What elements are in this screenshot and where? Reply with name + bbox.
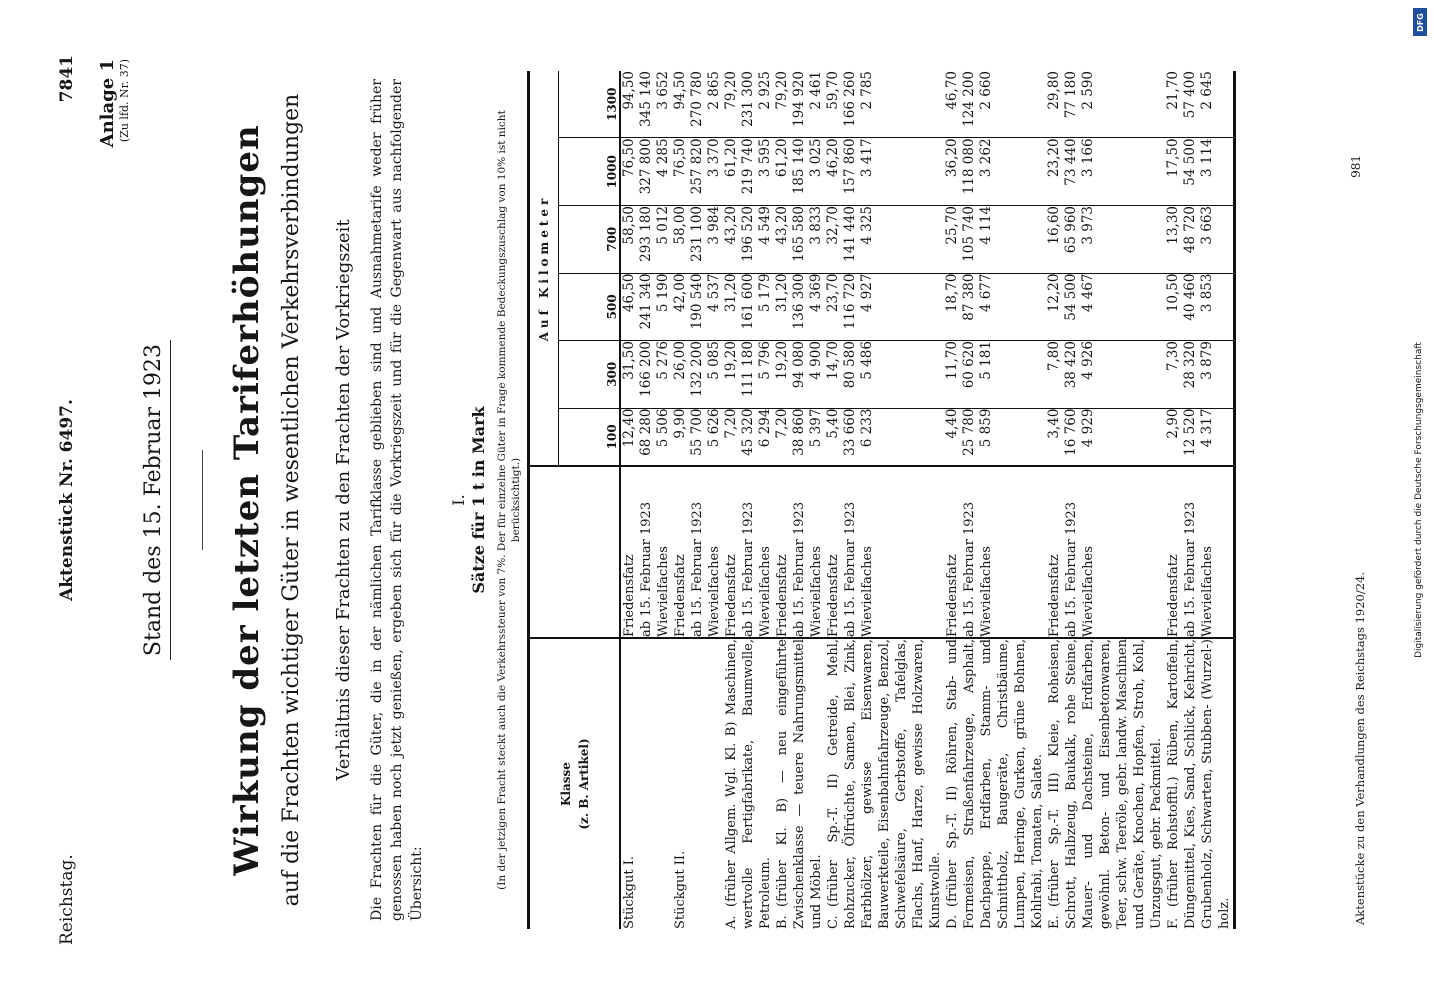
rate-kind-cell	[825, 466, 944, 638]
value: 241 340	[638, 273, 654, 330]
date-heading	[141, 35, 166, 965]
value-cell	[1165, 205, 1235, 273]
class-label: (früher Allgem. Wgl. Kl. B) Maschinen, wertvolle Fertigfabrikate, Baumwolle, Petroleum.	[724, 639, 773, 929]
value: 4 369	[808, 273, 824, 313]
class-header	[529, 638, 621, 929]
distance-header: 500	[559, 273, 621, 341]
value: 23,20	[1046, 138, 1062, 178]
rate-kind-cell	[620, 466, 672, 638]
rate-kind-label: ab 15. Februar 1923	[639, 501, 654, 637]
value: 4 285	[655, 138, 671, 178]
value-cell	[944, 273, 1046, 341]
class-cell	[944, 638, 1046, 929]
value: 161 600	[740, 273, 756, 330]
value: 3 262	[978, 138, 994, 178]
value: 5,40	[825, 408, 841, 439]
rate-kind-label: ab 15. Februar 1923	[1183, 501, 1198, 637]
rate-kind-label: Wievielfaches	[707, 546, 722, 637]
distance-header: 1300	[559, 71, 621, 138]
value: 33 660	[842, 408, 858, 456]
value-cell	[723, 205, 774, 273]
table-row	[672, 71, 723, 929]
class-letter: B.	[775, 915, 790, 929]
rate-kind-cell	[774, 466, 825, 638]
value: 3 025	[808, 138, 824, 178]
value: 5 486	[859, 341, 875, 380]
rate-kind-label: Wievielfaches	[979, 546, 994, 637]
class-letter: E.	[1047, 915, 1062, 929]
header-left: Reichstag.	[57, 854, 77, 945]
value: 43,20	[774, 205, 790, 245]
section-heading: Verhältnis dieser Frachten zu den Frachten der Vorkriegszeit	[333, 219, 354, 781]
value: 2 865	[706, 71, 722, 110]
value: 166 200	[638, 341, 654, 397]
value-cell	[672, 408, 723, 466]
value: 2 645	[1199, 71, 1215, 110]
value: 3 879	[1199, 341, 1215, 380]
value: 31,20	[723, 273, 739, 313]
class-cell	[620, 638, 672, 929]
table-row	[1046, 71, 1165, 929]
value: 29,80	[1046, 71, 1062, 110]
value: 231 300	[740, 71, 756, 127]
value-cell	[944, 138, 1046, 206]
value: 4 926	[1080, 341, 1096, 380]
value: 2 461	[808, 71, 824, 110]
value: 3 417	[859, 138, 875, 178]
class-label: (früher Sp.-T. III) Kleie, Roheisen, Schrott, Halbzeug, Baukalk, rohe Steine, Mauer- und Dachsteine, Erdfarben, gewöhnl. Beton- und Eisenbetonwaren, Teer, schw. Teeröle, gebr. landw. Maschinen und Geräte, Knochen, Hopfen, Stroh, Kohl, Unzugsgut, gebr. Packmittel.	[1047, 639, 1164, 929]
value: 4 325	[859, 205, 875, 245]
value-cell	[1165, 138, 1235, 206]
rate-kind-label: Wievielfaches	[809, 546, 824, 637]
value: 54 500	[1063, 273, 1079, 321]
value-cell	[1165, 273, 1235, 341]
rate-kind-label: Friedensfatz	[945, 554, 960, 637]
rate-kind-label: ab 15. Februar 1923	[792, 501, 807, 637]
annex-label	[97, 59, 131, 147]
rate-kind-cell	[723, 466, 774, 638]
table-row	[774, 71, 825, 929]
rate-kind-label: ab 15. Februar 1923	[690, 501, 705, 637]
value: 31,50	[621, 341, 637, 380]
section-number: I.	[449, 494, 468, 506]
rate-kind-label: Friedensfatz	[826, 554, 841, 637]
value: 2,90	[1165, 408, 1181, 439]
value: 94,50	[621, 71, 637, 110]
value: 3 833	[808, 205, 824, 245]
value: 3 595	[757, 138, 773, 178]
value: 141 440	[842, 205, 858, 262]
value: 3 166	[1080, 138, 1096, 178]
annex-title: Anlage 1	[97, 59, 118, 148]
value: 5 190	[655, 273, 671, 313]
rates-heading: Sätze für 1 t in Mark	[469, 406, 488, 594]
value-cell	[1165, 71, 1235, 138]
class-header-example: (z. B. Artikel)	[576, 738, 591, 830]
value-cell	[672, 273, 723, 341]
value: 4 114	[978, 205, 994, 245]
value: 7,20	[723, 408, 739, 439]
value-cell	[620, 138, 672, 206]
value: 73 440	[1063, 138, 1079, 186]
value: 11,70	[944, 341, 960, 380]
value-cell	[620, 408, 672, 466]
value: 9,90	[672, 408, 688, 439]
value: 196 520	[740, 205, 756, 262]
value-cell	[620, 273, 672, 341]
value: 48 720	[1182, 205, 1198, 254]
value: 5 506	[655, 408, 671, 448]
value-cell	[825, 408, 944, 466]
rate-kind-cell	[1046, 466, 1165, 638]
class-cell	[1046, 638, 1165, 929]
distance-header: 300	[559, 341, 621, 409]
value-cell	[723, 273, 774, 341]
table-row	[1165, 71, 1235, 929]
dfg-logo-icon	[1413, 8, 1427, 36]
value: 36,20	[944, 138, 960, 178]
value: 19,20	[723, 341, 739, 380]
value: 12,40	[621, 408, 637, 448]
rate-kind-cell	[672, 466, 723, 638]
value-cell	[1046, 341, 1165, 409]
value: 17,50	[1165, 138, 1181, 178]
value: 4 677	[978, 273, 994, 313]
value: 7,20	[774, 408, 790, 439]
value-cell	[944, 71, 1046, 138]
value: 31,20	[774, 273, 790, 313]
value-cell	[723, 138, 774, 206]
value: 38 860	[791, 408, 807, 456]
value: 14,70	[825, 341, 841, 380]
rate-kind-label: Wievielfaches	[758, 546, 773, 637]
value: 2 785	[859, 71, 875, 110]
value: 87 380	[961, 273, 977, 321]
annex-ref: (Zu lfd. Nr. 37)	[118, 59, 131, 143]
value-cell	[723, 71, 774, 138]
class-cell	[1165, 638, 1235, 929]
value: 5 085	[706, 341, 722, 380]
value: 7,30	[1165, 341, 1181, 372]
value: 270 780	[689, 71, 705, 127]
value: 80 580	[842, 341, 858, 389]
value: 4 549	[757, 205, 773, 245]
class-letter: A.	[724, 915, 739, 929]
value-cell	[672, 138, 723, 206]
running-header	[57, 55, 83, 945]
value-cell	[774, 138, 825, 206]
value: 61,20	[723, 138, 739, 178]
value: 7,80	[1046, 341, 1062, 372]
rate-kind-cell	[1165, 466, 1235, 638]
value: 46,50	[621, 273, 637, 313]
value: 10,50	[1165, 273, 1181, 313]
value-cell	[825, 205, 944, 273]
divider	[202, 450, 203, 550]
value: 42,00	[672, 273, 688, 313]
document-subtitle: auf die Frachten wichtiger Güter in wesentlichen Verkehrsverbindungen	[279, 93, 304, 907]
value: 293 180	[638, 205, 654, 262]
value: 327 800	[638, 138, 654, 195]
value: 3 663	[1199, 205, 1215, 245]
value-cell	[1046, 408, 1165, 466]
rate-kind-label: Friedensfatz	[724, 554, 739, 637]
class-label: Stückgut I.	[622, 856, 637, 929]
value: 190 540	[689, 273, 705, 330]
class-cell	[825, 638, 944, 929]
value: 5 179	[757, 273, 773, 313]
value: 79,20	[723, 71, 739, 110]
value: 105 740	[961, 205, 977, 262]
value: 21,70	[1165, 71, 1181, 110]
value-cell	[1046, 138, 1165, 206]
rate-kind-label: ab 15. Februar 1923	[741, 501, 756, 637]
rate-kind-label: ab 15. Februar 1923	[843, 501, 858, 637]
value: 79,20	[774, 71, 790, 110]
header-page-number: 7841	[57, 55, 77, 103]
rate-kind-label: Wievielfaches	[656, 546, 671, 637]
value: 40 460	[1182, 273, 1198, 321]
value: 45 320	[740, 408, 756, 456]
value: 4 929	[1080, 408, 1096, 448]
value: 60 620	[961, 341, 977, 389]
value: 345 140	[638, 71, 654, 127]
value: 6 294	[757, 408, 773, 448]
value: 5 859	[978, 408, 994, 448]
rate-kind-label: Friedensfatz	[622, 554, 637, 637]
value: 3 853	[1199, 273, 1215, 313]
page-number: 981	[1349, 155, 1363, 178]
value: 12 520	[1182, 408, 1198, 456]
value: 231 100	[689, 205, 705, 262]
value: 65 960	[1063, 205, 1079, 254]
value: 4 317	[1199, 408, 1215, 448]
value: 5 796	[757, 341, 773, 380]
value: 3 984	[706, 205, 722, 245]
value: 5 397	[808, 408, 824, 448]
intro-paragraph: Die Frachten für die Güter, die in der nämlichen Tarifklasse geblieben sind und Ausnahmetarife weder früher genossen haben noch jetzt genießen, ergeben sich für die Vorkriegszeit und für die Gegenwart aus nachfolgender Übersicht:	[369, 79, 425, 921]
value: 57 400	[1182, 71, 1198, 119]
class-label: (früher Rohstofftl.) Rüben, Kartoffeln, Düngemittel, Kies, Sand, Schlick, Kehricht, Grubenholz, Schwarten, Stubben- (Wurzel-) holz.	[1166, 639, 1232, 929]
value: 3,40	[1046, 408, 1062, 439]
rate-kind-cell	[944, 466, 1046, 638]
value-cell	[1046, 273, 1165, 341]
class-cell	[774, 638, 825, 929]
value: 16,60	[1046, 205, 1062, 245]
value: 2 590	[1080, 71, 1096, 110]
value: 76,50	[621, 138, 637, 178]
value: 157 860	[842, 138, 858, 195]
value-cell	[672, 341, 723, 409]
digitization-credit: Digitalisierung gefördert durch die Deutsche Forschungsgemeinschaft	[1414, 342, 1424, 658]
rate-kind-label: Friedensfatz	[775, 554, 790, 637]
value: 68 280	[638, 408, 654, 456]
value-cell	[825, 138, 944, 206]
distance-header: 100	[559, 408, 621, 466]
value: 46,20	[825, 138, 841, 178]
value: 166 260	[842, 71, 858, 127]
value: 5 181	[978, 341, 994, 380]
rate-kind-label: ab 15. Februar 1923	[962, 501, 977, 637]
table-row	[825, 71, 944, 929]
value-cell	[672, 205, 723, 273]
footer-text: Aktenstücke zu den Verhandlungen des Reichstags 1920/24.	[1353, 571, 1367, 925]
distance-header: 700	[559, 205, 621, 273]
class-label: (früher Sp.-T. II) Röhren, Stab- und Formeisen, Straßenfahrzeuge, Asphalt, Dachpappe, Erdfarben, Stamm- und Schnittholz, Baugeräte, Christbäume, Lumpen, Heringe, Gurken, grüne Bohnen, Kohlrabi, Tomaten, Salate.	[945, 639, 1045, 929]
class-header-title: Klasse	[558, 762, 573, 806]
digitization-sidebar	[1404, 0, 1434, 1000]
value: 136 300	[791, 273, 807, 330]
rates-note: (In der jetzigen Fracht steckt auch die Verkehrssteuer von 7%. Der für einzelne Güter in Frage kommende Bedeckungszuschlag von 10% ist nicht berücksichtigt.)	[496, 110, 522, 890]
rate-kind-label: Wievielfaches	[860, 546, 875, 637]
value: 58,00	[672, 205, 688, 245]
value: 61,20	[774, 138, 790, 178]
value-cell	[1165, 408, 1235, 466]
value: 124 200	[961, 71, 977, 127]
date-heading-text: Stand des 15. Februar 1923	[141, 340, 171, 660]
value: 5 012	[655, 205, 671, 245]
document-title: Wirkung der letzten Tariferhöhungen	[227, 124, 267, 876]
value-cell	[944, 205, 1046, 273]
value: 194 920	[791, 71, 807, 127]
class-letter: D.	[945, 914, 960, 929]
value-cell	[723, 408, 774, 466]
class-cell	[672, 638, 723, 929]
value-cell	[774, 341, 825, 409]
kind-header	[529, 466, 621, 638]
value: 25 780	[961, 408, 977, 456]
value: 5 276	[655, 341, 671, 380]
value: 77 180	[1063, 71, 1079, 119]
class-letter: F.	[1166, 917, 1181, 929]
value: 4 467	[1080, 273, 1096, 313]
value-cell	[620, 341, 672, 409]
value: 2 925	[757, 71, 773, 110]
value-cell	[825, 71, 944, 138]
value: 25,70	[944, 205, 960, 245]
value: 54 500	[1182, 138, 1198, 186]
value: 185 140	[791, 138, 807, 195]
value: 3 114	[1199, 138, 1215, 178]
value: 4,40	[944, 408, 960, 439]
class-label: Stückgut II.	[673, 850, 688, 929]
value: 111 180	[740, 341, 756, 397]
value: 5 626	[706, 408, 722, 448]
value-cell	[774, 408, 825, 466]
value: 59,70	[825, 71, 841, 110]
rate-kind-label: Wievielfaches	[1200, 546, 1215, 637]
value-cell	[825, 273, 944, 341]
value: 46,70	[944, 71, 960, 110]
value-cell	[1046, 205, 1165, 273]
tariff-table	[527, 71, 1236, 929]
value: 43,20	[723, 205, 739, 245]
rate-kind-label: Friedensfatz	[673, 554, 688, 637]
value-cell	[1165, 341, 1235, 409]
value: 12,20	[1046, 273, 1062, 313]
distance-header: 1000	[559, 138, 621, 206]
value: 13,30	[1165, 205, 1181, 245]
rate-kind-label: Friedensfatz	[1166, 554, 1181, 637]
value: 26,00	[672, 341, 688, 380]
value-cell	[774, 71, 825, 138]
rate-kind-label: Friedensfatz	[1047, 554, 1062, 637]
value: 23,70	[825, 273, 841, 313]
value: 28 320	[1182, 341, 1198, 389]
value: 3 652	[655, 71, 671, 110]
value: 38 420	[1063, 341, 1079, 389]
value: 116 720	[842, 273, 858, 330]
value: 19,20	[774, 341, 790, 380]
value-cell	[774, 273, 825, 341]
table-row	[723, 71, 774, 929]
value-cell	[944, 408, 1046, 466]
value-cell	[723, 341, 774, 409]
table-row	[944, 71, 1046, 929]
value-cell	[620, 205, 672, 273]
rate-kind-label: Wievielfaches	[1081, 546, 1096, 637]
dfg-logo-text: DFG	[1415, 12, 1425, 32]
value-cell	[825, 341, 944, 409]
document-page	[37, 35, 1397, 965]
value: 16 760	[1063, 408, 1079, 456]
value: 3 370	[706, 138, 722, 178]
value: 165 580	[791, 205, 807, 262]
value: 3 973	[1080, 205, 1096, 245]
class-label: (früher Kl. B) — neu eingeführte Zwischenklasse — teuere Nahrungsmittel und Möbel.	[775, 639, 824, 929]
value-cell	[672, 71, 723, 138]
value: 4 927	[859, 273, 875, 313]
value: 94,50	[672, 71, 688, 110]
value: 6 233	[859, 408, 875, 448]
value: 94 080	[791, 341, 807, 389]
value-cell	[620, 71, 672, 138]
value: 76,50	[672, 138, 688, 178]
km-header: Auf Kilometer	[529, 71, 559, 466]
class-cell	[723, 638, 774, 929]
value-cell	[774, 205, 825, 273]
value: 132 200	[689, 341, 705, 397]
header-center: Aktenstück Nr. 6497.	[57, 399, 77, 601]
value: 32,70	[825, 205, 841, 245]
value: 4 537	[706, 273, 722, 313]
class-letter: C.	[826, 915, 841, 929]
value-cell	[944, 341, 1046, 409]
table-row	[620, 71, 672, 929]
value-cell	[1046, 71, 1165, 138]
value: 4 900	[808, 341, 824, 380]
value: 219 740	[740, 138, 756, 195]
value: 118 080	[961, 138, 977, 195]
value: 2 660	[978, 71, 994, 110]
value: 55 700	[689, 408, 705, 456]
value: 58,50	[621, 205, 637, 245]
class-label: (früher Sp.-T. II) Getreide, Mehl, Rohzucker, Ölfrüchte, Samen, Blei, Zink, Farbhölzer, gewisse Eisenwaren, Bauwerkteile, Eisenbahnfahrzeuge, Benzol, Schwefelsäure, Gerbstoffe, Tafelglas, Flachs, Hanf, Harze, gewisse Holzwaren, Kunstwolle.	[826, 639, 943, 929]
value: 257 820	[689, 138, 705, 195]
value: 18,70	[944, 273, 960, 313]
rate-kind-label: ab 15. Februar 1923	[1064, 501, 1079, 637]
